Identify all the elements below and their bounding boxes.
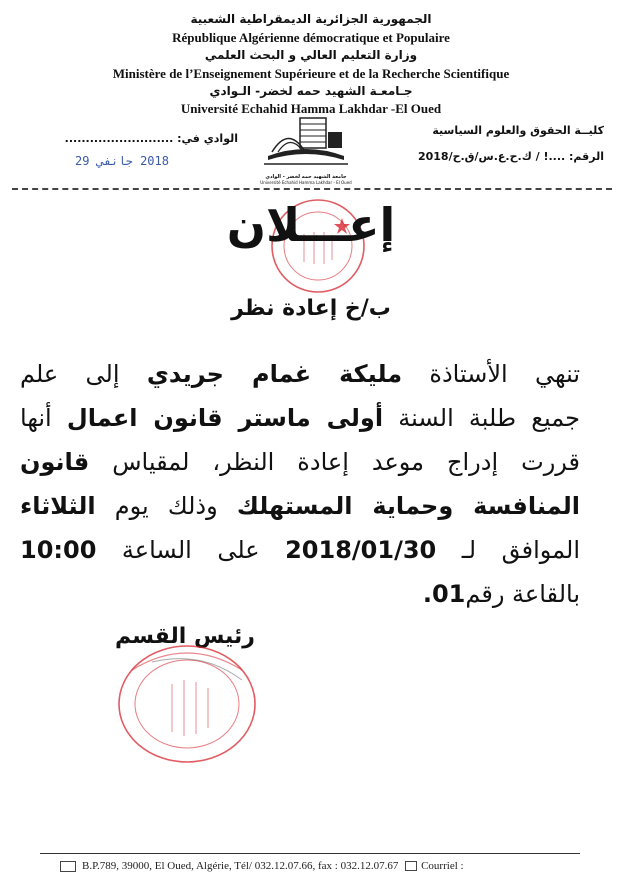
footer-address: B.P.789, 39000, El Oued, Algérie, Tél/ 032.12.07.66, fax : 032.12.07.67 [82,860,399,872]
header-ar-university: جـامعـة الشهيد حمه لخضر- الـوادي [209,84,413,98]
logo-caption-ar: جامعة الشهيد حمه لخضر - الوادي [265,174,347,180]
mail-icon [60,861,76,872]
body-line-2: جميع طلبة السنة أولى ماستر قانون اعمال أنها [20,404,580,432]
body-line-5: الموافق لـ 2018/01/30 على الساعة 10:00 [20,536,581,564]
header-fr-ministry: Ministère de l’Enseignement Supérieure et de la Recherche Scientifique [112,66,510,81]
signature-stamp-icon [112,640,262,770]
signature-title: رئيس القسم [115,624,255,649]
email-icon [405,861,417,871]
logo-caption-fr: Université Echahid Hamma Lakhdar - El Oued [260,180,352,185]
header-ar-ministry: وزارة التعليم العالي و البحث العلمي [204,48,418,62]
date-stamp: 2018 جانفي 29 [75,154,169,168]
body-line-3: قررت إدراج موعد إعادة النظر، لمقياس قانون [20,448,580,476]
footer [60,860,580,872]
footer-divider [40,853,580,854]
body-line-4: المنافسة وحماية المستهلك وذلك يوم الثلاثاء [20,492,580,520]
announcement-title: إعـــلان [226,198,396,252]
university-logo [258,112,354,184]
faculty-name: كليــة الحقوق والعلوم السياسية [432,124,604,137]
body-line-6: بالقاعة رقم01. [422,580,580,608]
university-logo-icon [258,112,354,170]
announcement-subtitle: ب/خ إعادة نظر [231,296,391,321]
place-date-line: الوادي في: .......................... [64,132,238,145]
header-fr-university: Université Echahid Hamma Lakhdar -El Oued [180,101,442,116]
header-ar-republic: الجمهورية الجزائرية الديمقراطية الشعبية [190,12,432,26]
body-line-1: تنهي الأستاذة مليكة غمام جريدي إلى علم [20,360,580,388]
header-fr-republic: République Algérienne démocratique et Populaire [172,30,450,45]
footer-courriel: Courriel : [421,860,464,872]
header-divider [12,188,612,190]
reference-number: الرقم: ....! / ك.ح.ع.س/ق.ح/2018 [417,150,604,163]
